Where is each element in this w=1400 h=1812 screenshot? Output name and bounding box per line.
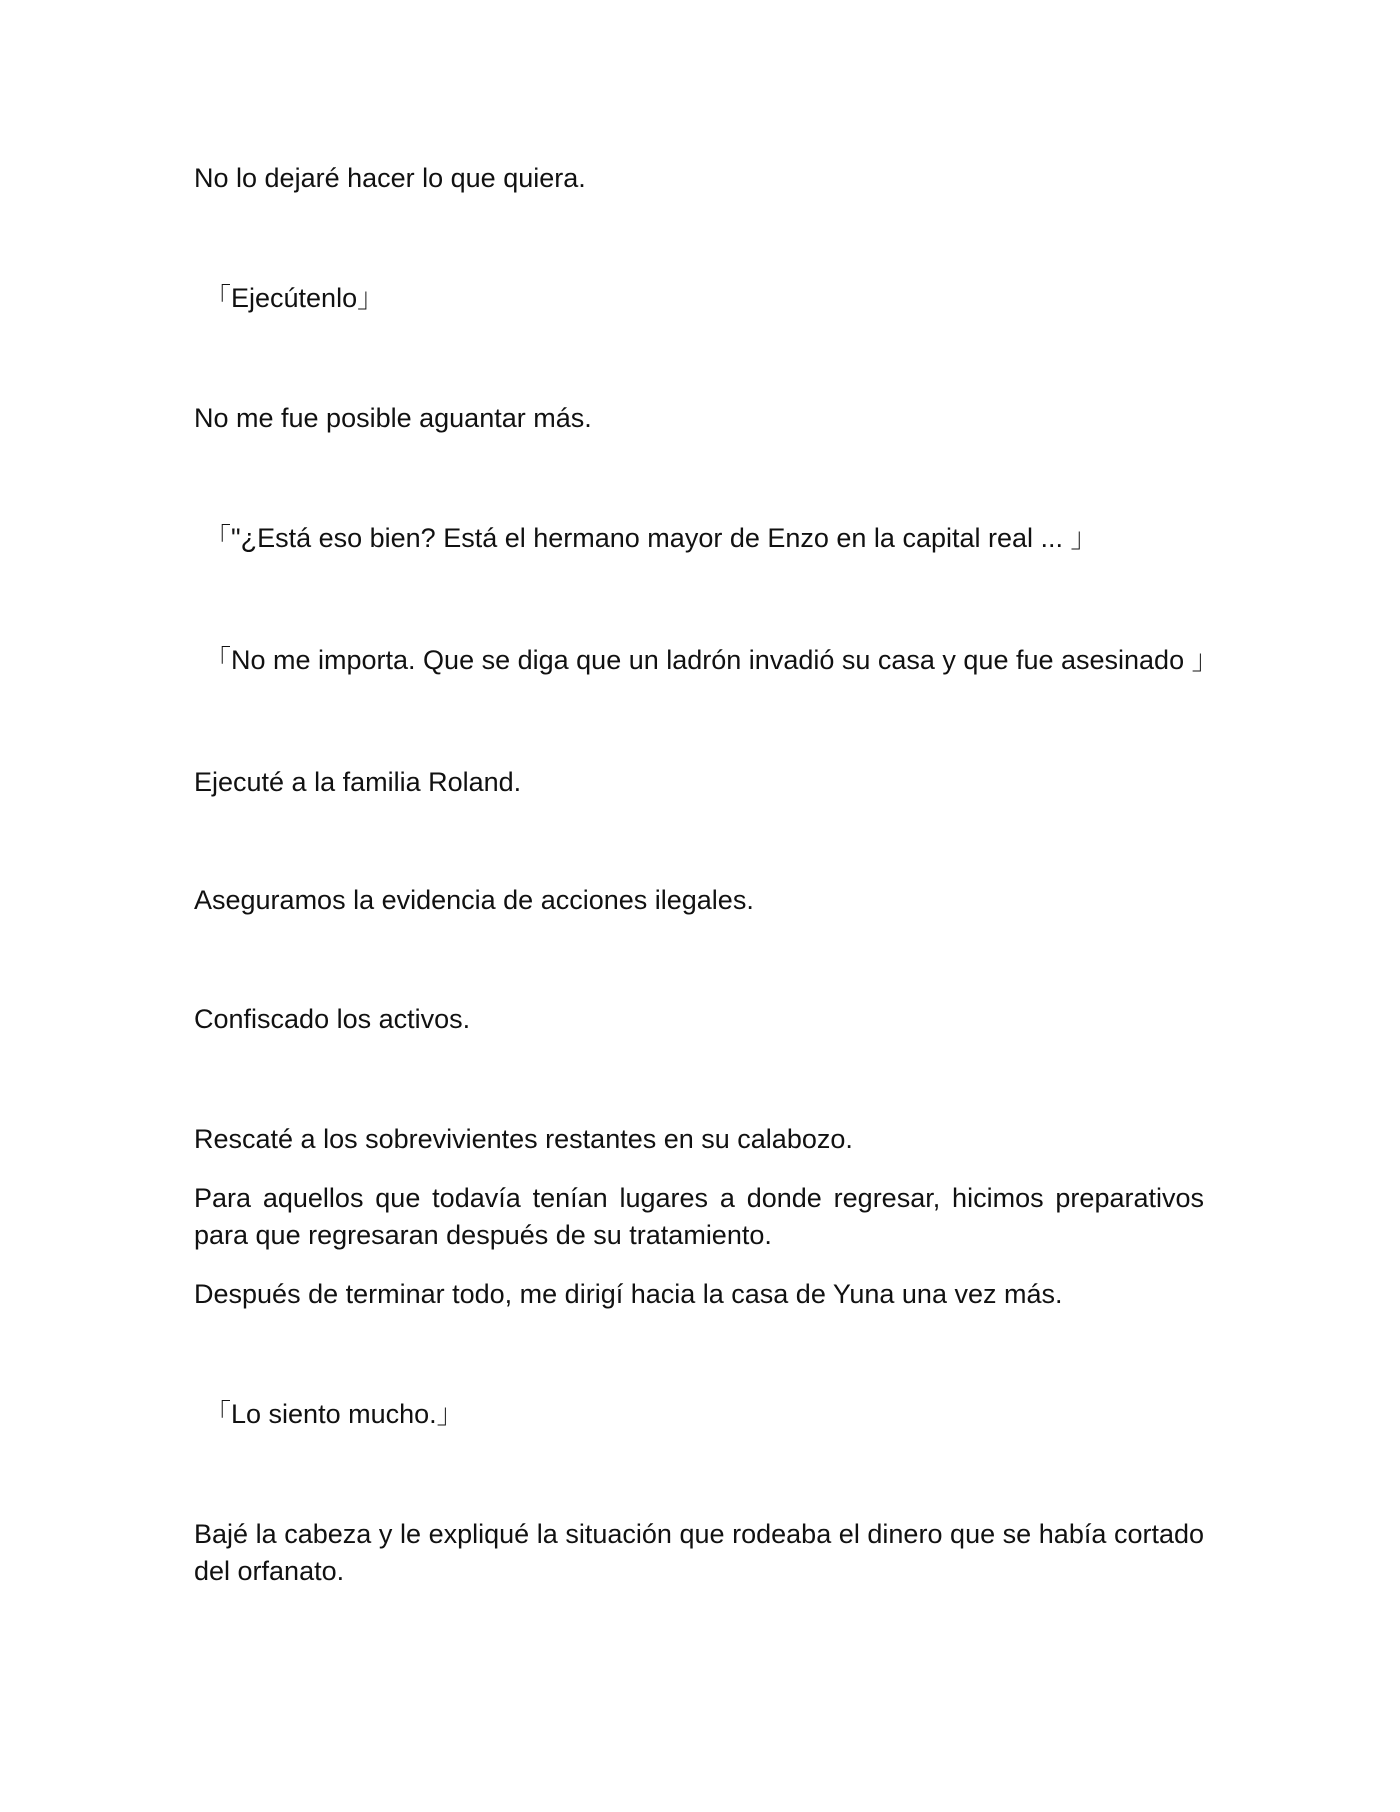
paragraph: No me fue posible aguantar más. xyxy=(194,403,592,433)
dialogue-line: 「"¿Está eso bien? Está el hermano mayor de Enzo en la capital real ... 」 xyxy=(204,523,1098,553)
paragraph: Bajé la cabeza y le expliqué la situación que rodeaba el dinero que se había cortado del orfanato. xyxy=(194,1519,1204,1586)
dialogue-line: 「No me importa. Que se diga que un ladrón invadió su casa y que fue asesinado 」 xyxy=(204,645,1219,675)
paragraph: Confiscado los activos. xyxy=(194,1004,471,1034)
paragraph: No lo dejaré hacer lo que quiera. xyxy=(194,163,586,193)
paragraph: Ejecuté a la familia Roland. xyxy=(194,767,522,797)
paragraph: Rescaté a los sobrevivientes restantes en su calabozo. xyxy=(194,1124,853,1154)
dialogue-line: 「Lo siento mucho.」 xyxy=(204,1399,464,1429)
paragraph: Aseguramos la evidencia de acciones ilegales. xyxy=(194,885,754,915)
paragraph: Después de terminar todo, me dirigí hacia la casa de Yuna una vez más. xyxy=(194,1279,1063,1309)
dialogue-line: 「Ejecútenlo」 xyxy=(204,283,385,313)
paragraph: Para aquellos que todavía tenían lugares a donde regresar, hicimos preparativos para que regresaran después de su tratamiento. xyxy=(194,1183,1204,1250)
